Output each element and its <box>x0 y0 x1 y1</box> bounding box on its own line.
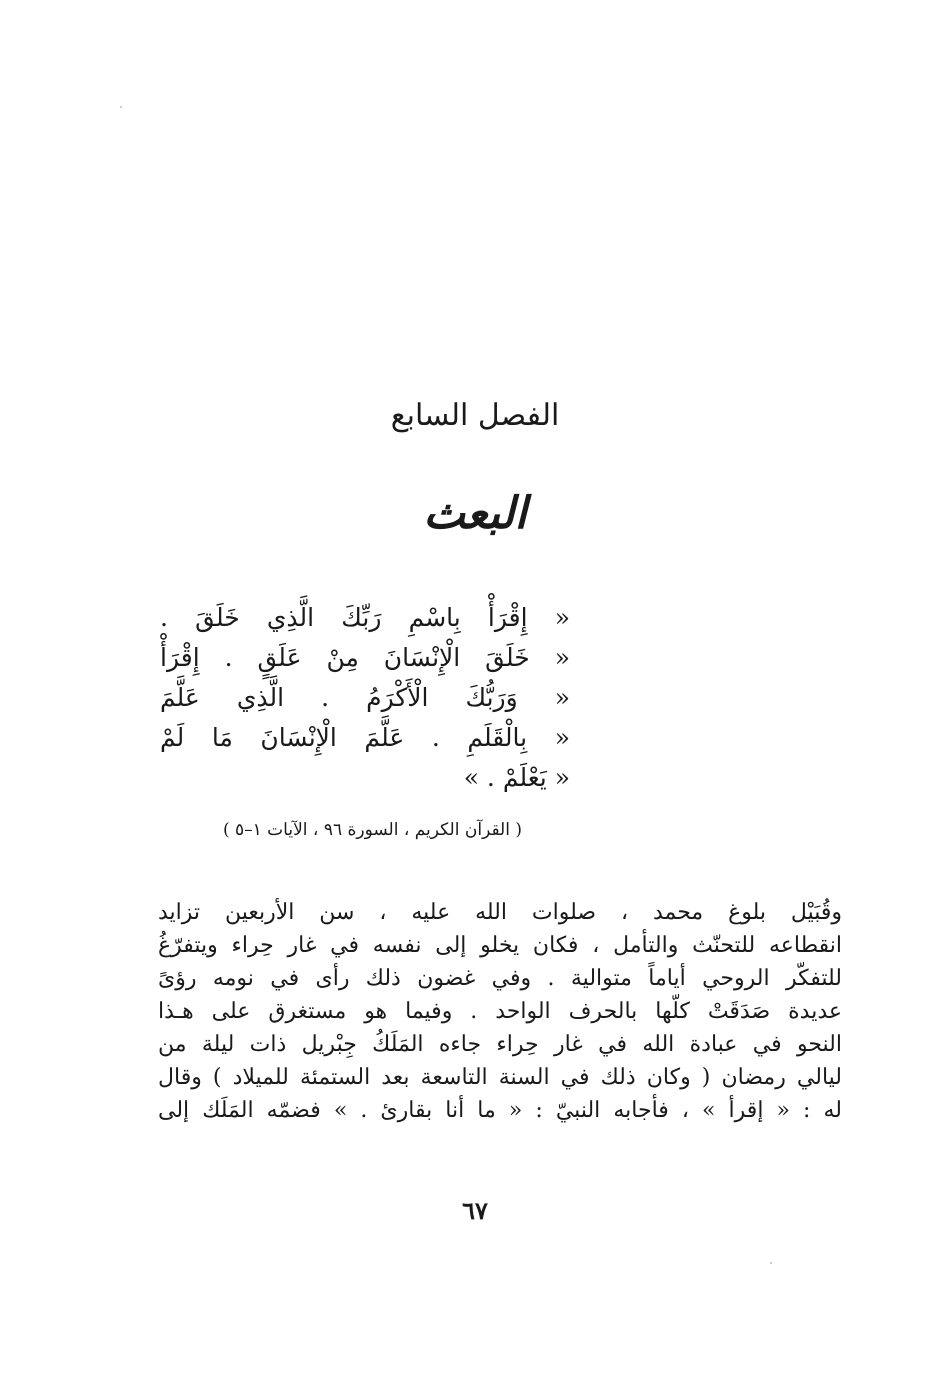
body-line: انقطاعه للتحنّث والتأمل ، فكان يخلو إلى نفسه في غار حِراء ويتفرّغُ <box>158 933 842 958</box>
body-line: النحو في عبادة الله في غار حِراء جاءه المَلَكُ جِبْريل ذات ليلة من <box>158 1032 842 1057</box>
quran-verse-block <box>160 598 570 798</box>
scan-speck <box>770 1262 772 1264</box>
verse-line: « بِالْقَلَمِ . عَلَّمَ الْإِنْسَانَ مَا لَمْ <box>160 723 570 752</box>
verse-line: « وَرَبُّكَ الْأَكْرَمُ . الَّذِي عَلَّمَ <box>160 683 570 712</box>
body-line: وقُبَيْل بلوغ محمد ، صلوات الله عليه ، سن الأربعين تزايد <box>158 900 842 925</box>
body-paragraph <box>158 896 842 1127</box>
scan-speck <box>120 106 122 108</box>
chapter-heading: الفصل السابع <box>390 398 560 433</box>
body-line: للتفكّر الروحي أياماً متوالية . وفي غضون ذلك رأى في نومه رؤىً <box>158 966 842 991</box>
chapter-title: البعث <box>423 488 527 539</box>
page-number: ٦٧ <box>462 1196 488 1225</box>
verse-citation: ( القرآن الكريم ، السورة ٩٦ ، الآيات ١–٥ ) <box>222 820 522 840</box>
body-line: ليالي رمضان ( وكان ذلك في السنة التاسعة بعد الستمئة للميلاد ) وقال <box>158 1065 842 1090</box>
body-line: عديدة صَدَقَتْ كلّها بالحرف الواحد . وفيما هو مستغرق على هـذا <box>158 999 842 1024</box>
verse-line: « خَلَقَ الْإِنْسَانَ مِنْ عَلَقٍ . إِقْرَأْ <box>160 643 570 672</box>
verse-line: « إِقْرَأْ بِاسْمِ رَبِّكَ الَّذِي خَلَقَ . <box>160 603 570 632</box>
body-line: له : « إقرأ » ، فأجابه النبيّ : « ما أنا بقارئ . » فضمّه المَلَك إلى <box>158 1098 842 1123</box>
verse-line: « يَعْلَمْ . » <box>463 763 570 792</box>
